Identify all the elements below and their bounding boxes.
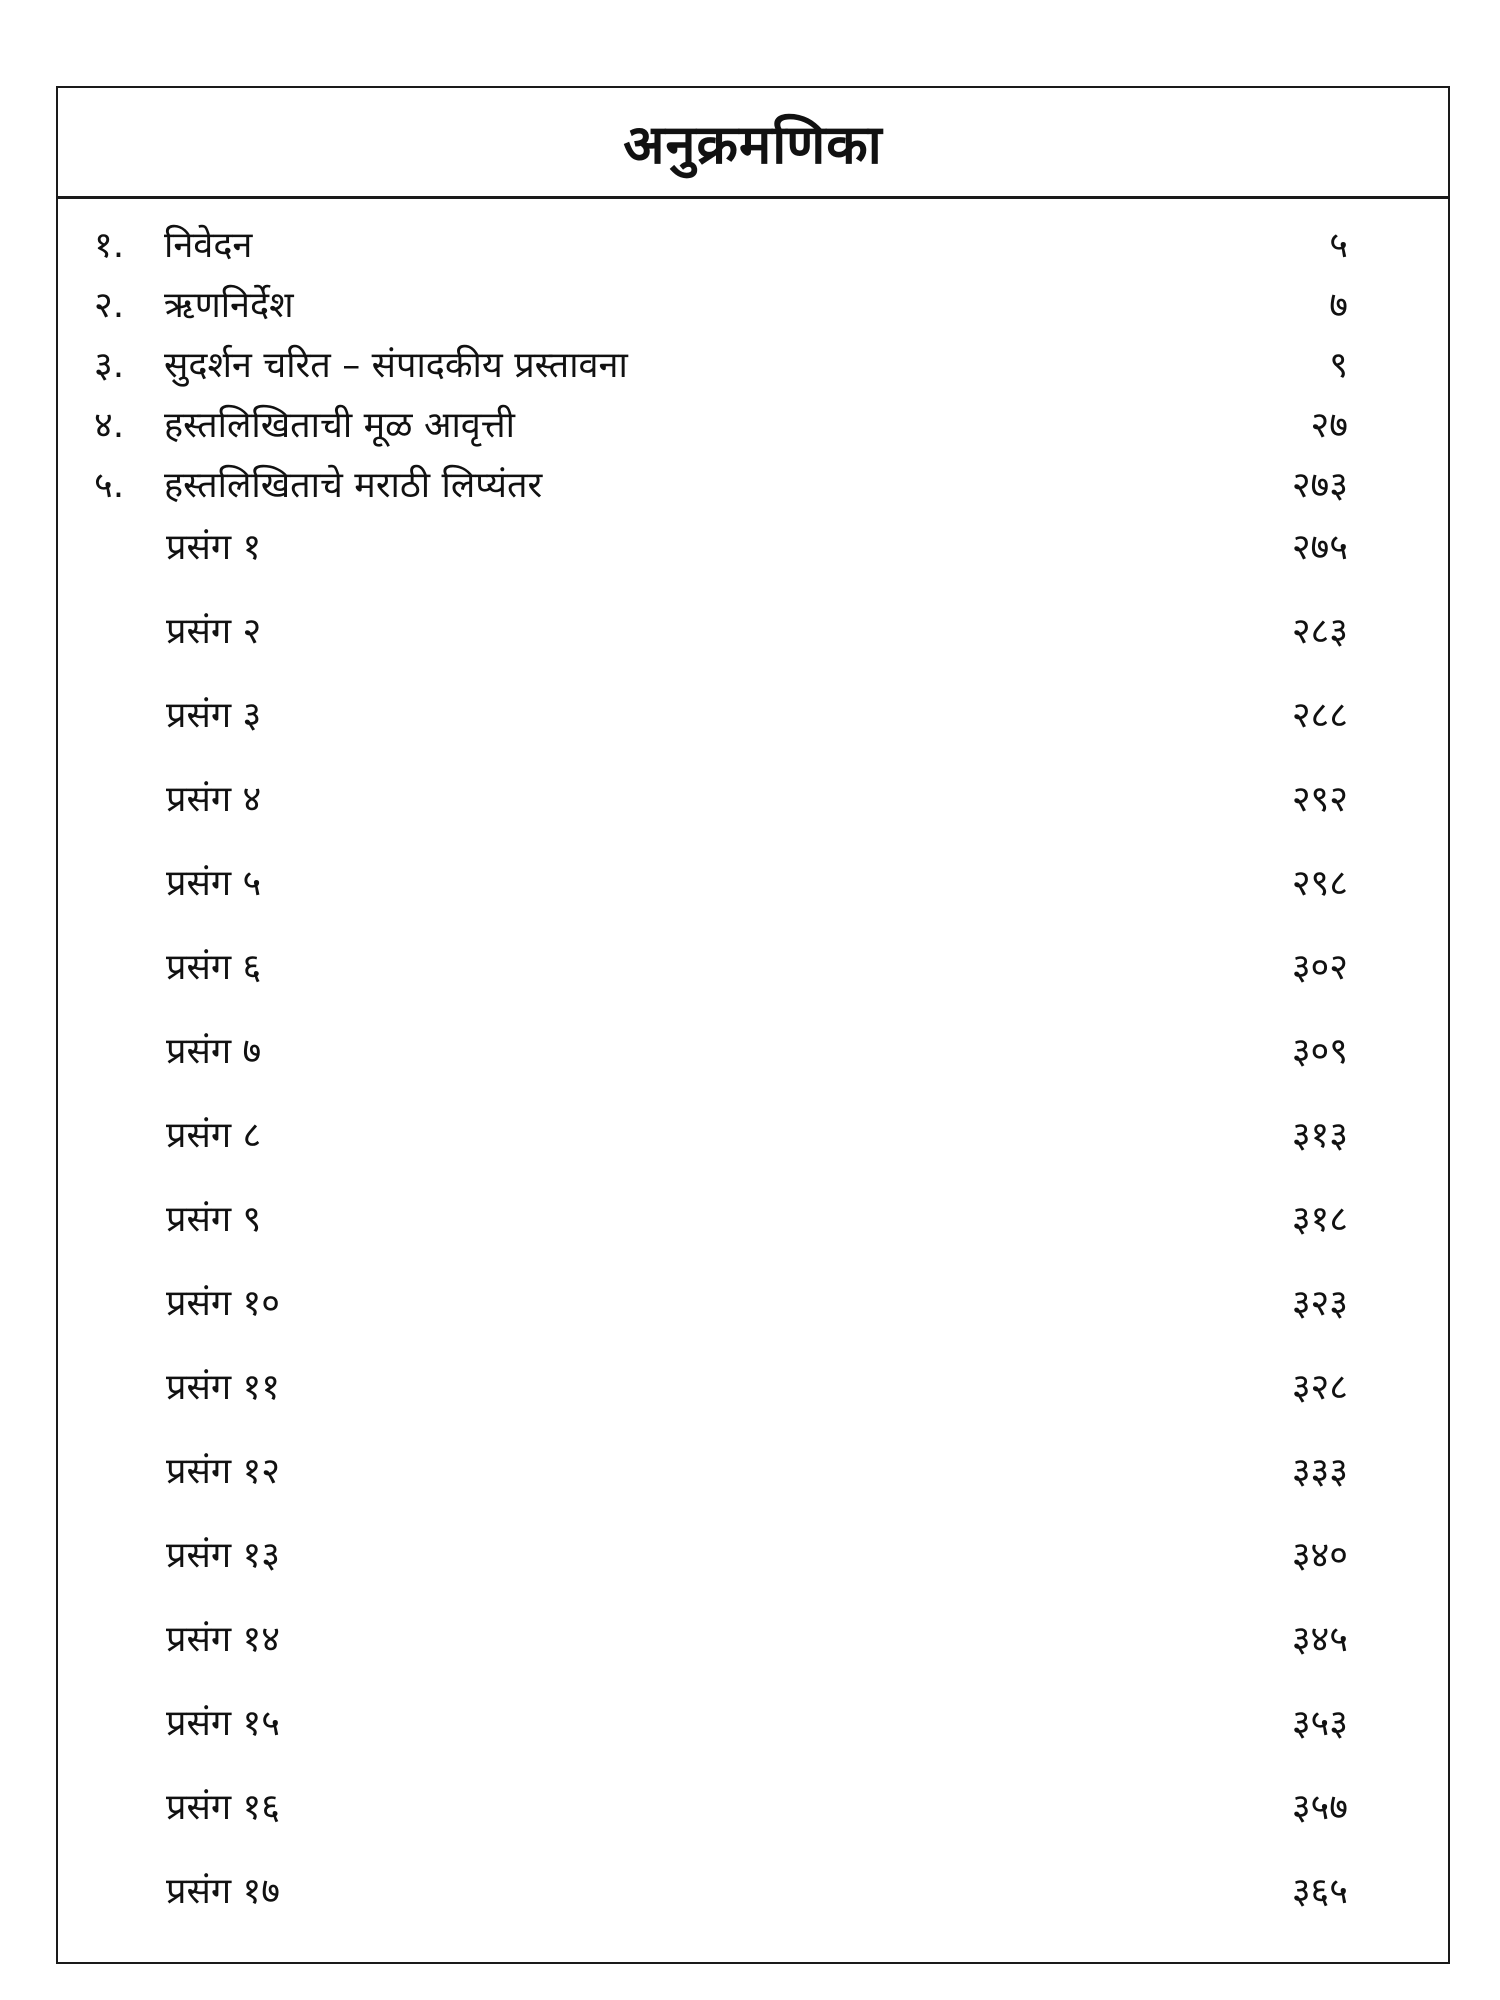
entry-number: १.	[94, 225, 125, 266]
subentry-page: २७५	[1291, 527, 1348, 568]
subentry-page: २८८	[1291, 695, 1348, 736]
entry-number: २.	[94, 285, 125, 326]
entry-label: हस्तलिखिताची मूळ आवृत्ती	[164, 405, 515, 446]
entry-label: हस्तलिखिताचे मराठी लिप्यंतर	[164, 465, 543, 506]
toc-subentry	[58, 1864, 1448, 1920]
subentry-page: २८३	[1291, 611, 1348, 652]
page-title: अनुक्रमणिका	[623, 113, 883, 176]
entry-page: ५	[1329, 225, 1348, 266]
toc-subentry	[58, 1192, 1448, 1248]
toc-subentry	[58, 1444, 1448, 1500]
subentry-page: ३२३	[1291, 1283, 1348, 1324]
subentry-page: ३४५	[1291, 1619, 1348, 1660]
entry-number: ४.	[94, 405, 125, 446]
subentry-label: प्रसंग १२	[166, 1451, 280, 1492]
toc-subentry	[58, 1360, 1448, 1416]
toc-subentry	[58, 1528, 1448, 1584]
subentry-page: ३०९	[1291, 1031, 1348, 1072]
toc-entry	[58, 278, 1448, 334]
subentry-label: प्रसंग १	[166, 527, 262, 568]
toc-subentry	[58, 856, 1448, 912]
subentry-page: ३०२	[1291, 947, 1348, 988]
toc-entry	[58, 458, 1448, 514]
toc-subentry	[58, 1108, 1448, 1164]
entry-label: निवेदन	[164, 225, 253, 266]
entry-label: ऋणनिर्देश	[164, 285, 294, 326]
toc-subentry	[58, 688, 1448, 744]
toc-subentry	[58, 1612, 1448, 1668]
subentry-page: ३२८	[1291, 1367, 1348, 1408]
subentry-label: प्रसंग ३	[166, 695, 262, 736]
toc-subentry	[58, 604, 1448, 660]
toc-subentry	[58, 772, 1448, 828]
subentry-label: प्रसंग १५	[166, 1703, 280, 1744]
subentry-label: प्रसंग ८	[166, 1115, 262, 1156]
title-bar	[58, 88, 1448, 199]
subentry-label: प्रसंग ४	[166, 779, 262, 820]
subentry-label: प्रसंग ७	[166, 1031, 262, 1072]
entry-page: २७	[1310, 405, 1348, 446]
toc-entry	[58, 218, 1448, 274]
subentry-label: प्रसंग १०	[166, 1283, 280, 1324]
entry-number: ५.	[94, 465, 125, 506]
entry-number: ३.	[94, 345, 125, 386]
subentry-page: ३१८	[1291, 1199, 1348, 1240]
entry-page: ७	[1329, 285, 1348, 326]
subentry-label: प्रसंग १७	[166, 1871, 280, 1912]
entry-page: २७३	[1291, 465, 1348, 506]
subentry-label: प्रसंग ११	[166, 1367, 280, 1408]
subentry-page: २९८	[1291, 863, 1348, 904]
toc-frame	[56, 86, 1450, 1964]
toc-entry	[58, 398, 1448, 454]
subentry-page: ३१३	[1291, 1115, 1348, 1156]
toc-entry	[58, 338, 1448, 394]
subentry-label: प्रसंग ६	[166, 947, 262, 988]
toc-subentry	[58, 1024, 1448, 1080]
subentry-page: ३५७	[1291, 1787, 1348, 1828]
subentry-label: प्रसंग १४	[166, 1619, 280, 1660]
toc-subentry	[58, 1780, 1448, 1836]
subentry-page: ३६५	[1291, 1871, 1348, 1912]
toc-subentry	[58, 1276, 1448, 1332]
subentry-page: ३५३	[1291, 1703, 1348, 1744]
entry-label: सुदर्शन चरित – संपादकीय प्रस्तावना	[164, 345, 628, 386]
subentry-page: ३४०	[1291, 1535, 1348, 1576]
subentry-page: २९२	[1291, 779, 1348, 820]
toc-subentry	[58, 520, 1448, 576]
subentry-label: प्रसंग ९	[166, 1199, 262, 1240]
subentry-label: प्रसंग १३	[166, 1535, 280, 1576]
toc-subentry	[58, 940, 1448, 996]
toc-subentry	[58, 1696, 1448, 1752]
subentry-label: प्रसंग २	[166, 611, 262, 652]
subentry-label: प्रसंग १६	[166, 1787, 280, 1828]
subentry-label: प्रसंग ५	[166, 863, 262, 904]
subentry-page: ३३३	[1291, 1451, 1348, 1492]
entry-page: ९	[1329, 345, 1348, 386]
